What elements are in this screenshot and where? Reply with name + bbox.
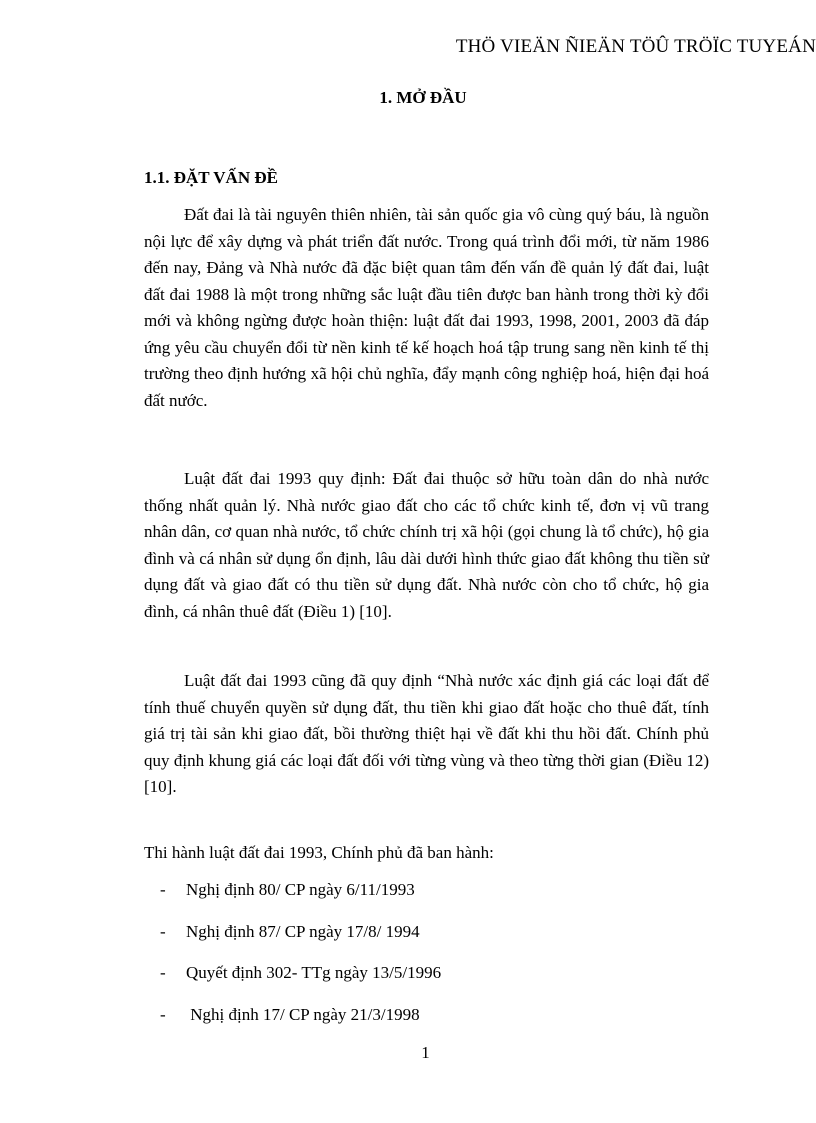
list-marker: - (160, 1004, 166, 1024)
header-watermark: THÖ VIEÄN ÑIEÄN TÖÛ TRÖÏC TUYEÁN (455, 36, 816, 57)
paragraph-3: Luật đất đai 1993 cũng đã quy định “Nhà nước xác định giá các loại đất để tính thuế chuyển quyền sử dụng đất, thu tiền khi giao đất hoặc cho thuê đất, tính giá trị tài sản khi giao đất, bồi thường thiệt hại về đất khi thu hồi đất. Chính phủ quy định khung giá các loại đất đối với từng vùng và theo từng thời gian (Điều 12) [10]. (144, 671, 709, 796)
list-item (160, 963, 441, 1005)
list-marker: - (160, 921, 166, 941)
page-title: 1. MỞ ĐẦU (379, 88, 467, 107)
list-marker: - (160, 963, 166, 982)
list-item-text: Nghị định 87/ CP ngày 17/8/ 1994 (186, 921, 420, 941)
list-item-text: Nghị định 80/ CP ngày 6/11/1993 (186, 880, 415, 899)
intro-line: Thi hành luật đất đai 1993, Chính phủ đã ban hành: (144, 843, 494, 862)
list-marker: - (160, 880, 166, 899)
list-item (160, 1005, 441, 1047)
paragraph-2: Luật đất đai 1993 quy định: Đất đai thuộc sở hữu toàn dân do nhà nước thống nhất quản lý. Nhà nước giao đất cho các tổ chức kinh tế, đơn vị vũ trang nhân dân, cơ quan nhà nước, tổ chức chính trị xã hội (gọi chung là tổ chức), hộ gia đình và cá nhân sử dụng ổn định, lâu dài dưới hình thức giao đất không thu tiền sử dụng đất và giao đất có thu tiền sử dụng đất. Nhà nước còn cho tổ chức, hộ gia đình, cá nhân thuê đất (Điều 1) [10]. (144, 469, 709, 621)
list-item-text: Quyết định 302- TTg ngày 13/5/1996 (186, 963, 442, 982)
list-item (160, 880, 441, 922)
section-heading: 1.1. ĐẶT VẤN ĐỀ (144, 168, 278, 187)
page-number: 1 (421, 1043, 430, 1062)
list-item (160, 922, 441, 964)
paragraph-1: Đất đai là tài nguyên thiên nhiên, tài sản quốc gia vô cùng quý báu, là nguồn nội lực để xây dựng và phát triển đất nước. Trong quá trình đổi mới, từ năm 1986 đến nay, Đảng và Nhà nước đã đặc biệt quan tâm đến vấn đề quản lý đất đai, luật đất đai 1988 là một trong những sắc luật đầu tiên được ban hành trong thời kỳ đổi mới và không ngừng được hoàn thiện: luật đất đai 1993, 1998, 2001, 2003 đã đáp ứng yêu cầu chuyển đổi từ nền kinh tế kế hoạch hoá tập trung sang nền kinh tế thị trường theo định hướng xã hội chủ nghĩa, đẩy mạnh công nghiệp hoá, hiện đại hoá đất nước. (144, 205, 709, 410)
decree-list (160, 880, 441, 1046)
list-item-text: Nghị định 17/ CP ngày 21/3/1998 (186, 1004, 420, 1024)
